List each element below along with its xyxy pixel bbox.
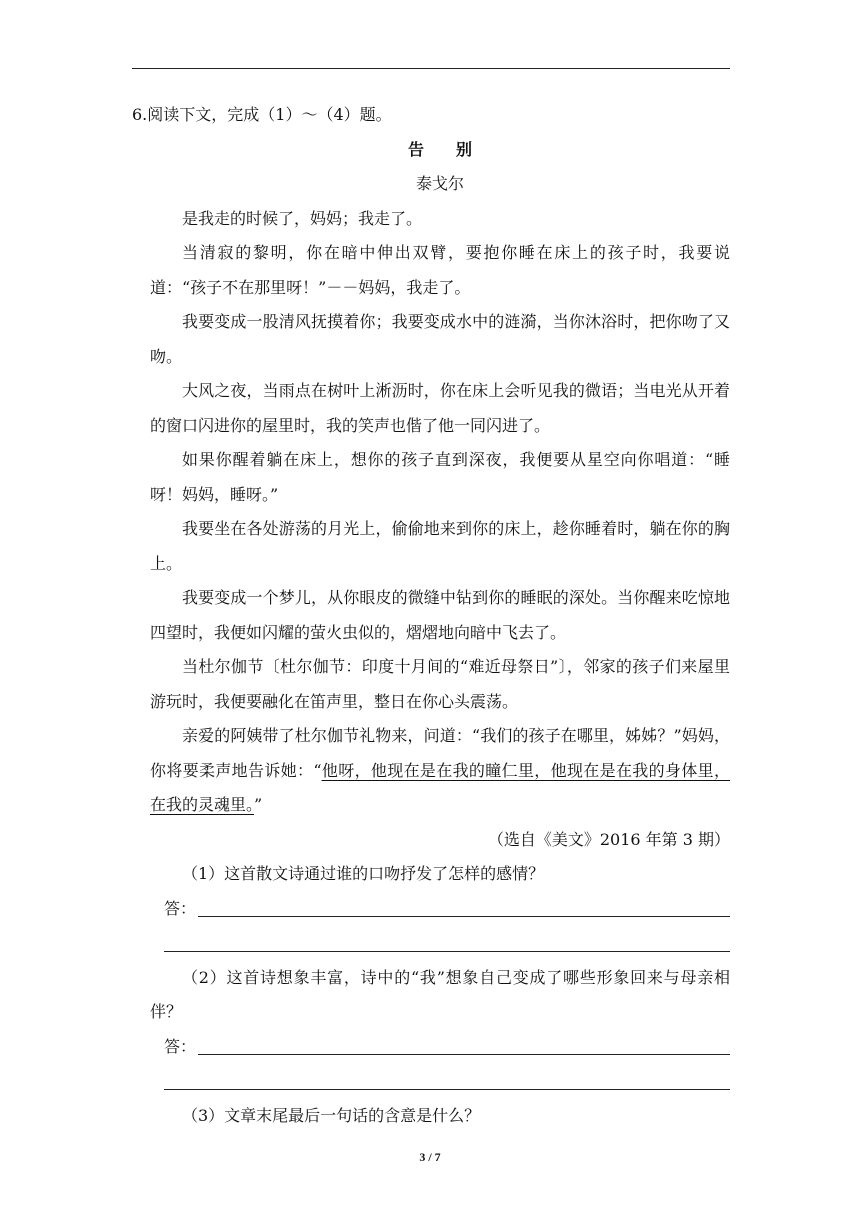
answer-label: 答：: [164, 898, 197, 918]
answer-row-2: [164, 1030, 730, 1065]
answer-line[interactable]: [198, 916, 730, 917]
source-citation: （选自《美文》2016 年第 3 期）: [487, 829, 730, 849]
question-1: （1）这首散文诗通过谁的口吻抒发了怎样的感情？: [182, 864, 545, 883]
question-heading: 6.阅读下文，完成（1）～（4）题。: [132, 105, 392, 124]
answer-blank-2: [164, 1064, 730, 1099]
answer-row-1: [164, 892, 730, 927]
poem-paragraph: 是我走的时候了，妈妈；我走了。: [182, 208, 423, 228]
question-2: （2）这首诗想象丰富，诗中的“我”想象自己变成了哪些形象回来与母亲相伴？: [150, 967, 730, 1021]
answer-blank-1: [164, 926, 730, 961]
answer-label: 答：: [164, 1036, 197, 1056]
poem-paragraph: 如果你醒着躺在床上，想你的孩子直到深夜，我便要从星空向你唱道：“睡呀！妈妈，睡呀。”: [150, 450, 730, 504]
poem-paragraph: 当清寂的黎明，你在暗中伸出双臂，要抱你睡在床上的孩子时，我要说道：“孩子不在那里呀！”－－妈妈，我走了。: [150, 243, 730, 297]
poem-title: 告 别: [407, 139, 480, 159]
question-3: （3）文章末尾最后一句话的含意是什么？: [182, 1105, 481, 1125]
poem-paragraph: 我要变成一股清风抚摸着你；我要变成水中的涟漪，当你沐浴时，把你吻了又吻。: [150, 312, 730, 366]
poem-paragraph: 我要变成一个梦儿，从你眼皮的微缝中钻到你的睡眠的深处。当你醒来吃惊地四望时，我便如闪耀的萤火虫似的，熠熠地向暗中飞去了。: [150, 588, 730, 642]
answer-line[interactable]: [164, 951, 730, 952]
poem-last-paragraph: [150, 719, 730, 823]
closing-quote: ”: [254, 795, 263, 814]
answer-line[interactable]: [164, 1089, 730, 1090]
poem-paragraph: 大风之夜，当雨点在树叶上淅沥时，你在床上会听见我的微语；当电光从开着的窗口闪进你的屋里时，我的笑声也偕了他一同闪进了。: [150, 381, 730, 435]
header-rule: [132, 68, 730, 69]
poem-author: 泰戈尔: [415, 174, 464, 193]
underlined-sentence: 他呀，他现在是在我的瞳仁里，他现在是在我的身体里，在我的灵魂里。: [150, 760, 730, 814]
poem-paragraph: 当杜尔伽节〔杜尔伽节：印度十月间的“难近母祭日”〕，邻家的孩子们来屋里游玩时，我便要融化在笛声里，整日在你心头震荡。: [150, 657, 730, 711]
page-number: 3 / 7: [419, 1150, 441, 1164]
page-content: [132, 98, 730, 1133]
answer-line[interactable]: [198, 1054, 730, 1055]
last-paragraph-text: 亲爱的阿姨带了杜尔伽节礼物来，问道：“我们的孩子在哪里，姊姊？”妈妈，你将要柔声地告诉她：“: [150, 726, 730, 780]
poem-paragraph: 我要坐在各处游荡的月光上，偷偷地来到你的床上，趁你睡着时，躺在你的胸上。: [150, 519, 730, 573]
